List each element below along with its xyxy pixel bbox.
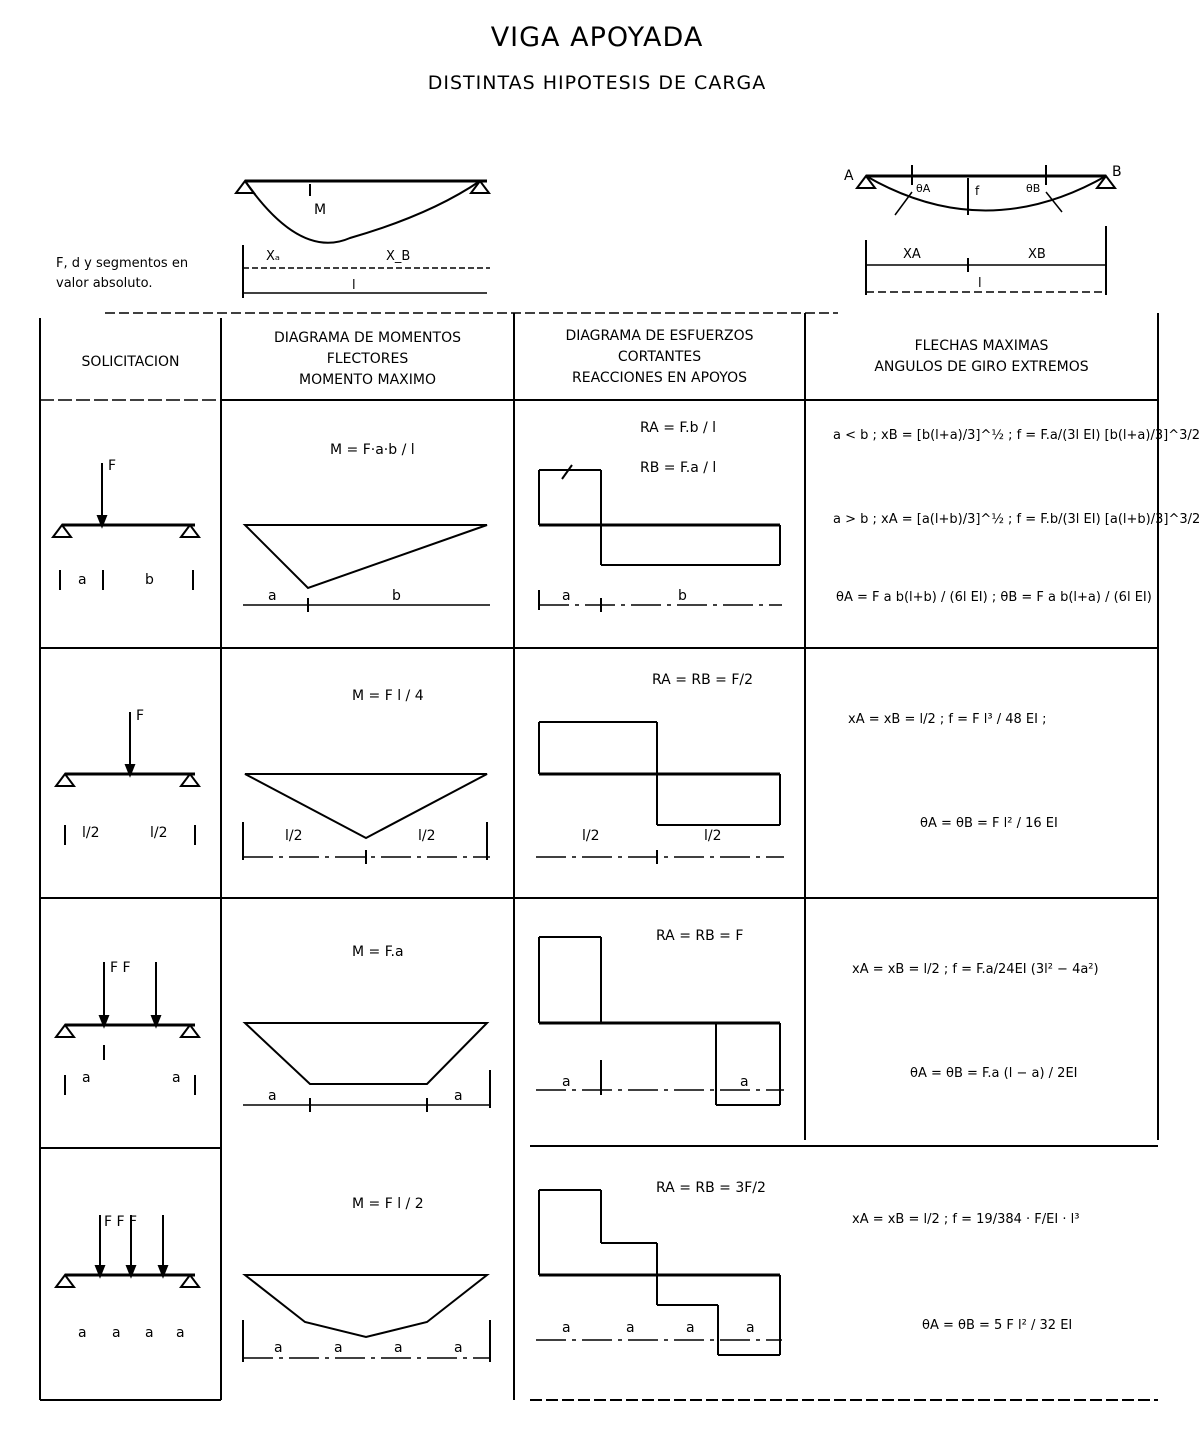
row-2-shear-dim-left: l/2 [582,828,600,844]
row-4-dim-3: a [145,1325,154,1341]
row-3-load-label: F F [110,960,131,976]
row-1-deflection-1: a < b ; xB = [b(l+a)/3]^½ ; f = F.a/(3l EI) [b(l+a)/3]^3/2 [833,428,1200,443]
header-cortantes-line-2: CORTANTES [617,349,702,365]
xa-label: Xₐ [266,249,280,264]
header-flechas-line-2: ANGULOS DE GIRO EXTREMOS [874,359,1089,375]
row-3-deflection-2: θA = θB = F.a (l − a) / 2EI [910,1066,1078,1081]
header-momentos-line-3: MOMENTO MAXIMO [299,372,436,388]
row-1-deflection-2: a > b ; xA = [a(l+b)/3]^½ ; f = F.b/(3l EI) [a(l+b)/3]^3/2 [833,512,1200,527]
header-flechas-line-1: FLECHAS MAXIMAS [914,338,1049,354]
top-right-beam-diagram [844,164,1122,295]
row-2-moment-dim-left: l/2 [285,828,303,844]
row-4-shear-dim-1: a [562,1320,571,1336]
moment-label: M [314,202,327,218]
row-1-moment-dim-b: b [392,588,401,604]
xb-right-label: XB [1028,247,1046,262]
row-4-diagrams [56,1190,782,1362]
row-3-deflection-1: xA = xB = l/2 ; f = F.a/24EI (3l² − 4a²) [852,962,1099,977]
row-4-dim-2: a [112,1325,121,1341]
row-1-reaction-a: RA = F.b / l [640,420,717,436]
row-4-moment-dim-1: a [274,1340,283,1356]
header-flechas [805,336,1158,378]
row-4-deflection-2: θA = θB = 5 F l² / 32 EI [922,1318,1073,1333]
row-1-shear-dim-a: a [562,588,571,604]
row-3-dim-right: a [172,1070,181,1086]
row-1-dim-a: a [78,572,87,588]
row-1-shear-dim-b: b [678,588,687,604]
row-4-shear-dim-4: a [746,1320,755,1336]
row-2-deflection-2: θA = θB = F l² / 16 EI [920,816,1058,831]
page-subtitle: DISTINTAS HIPOTESIS DE CARGA [427,72,767,94]
row-4-deflection-1: xA = xB = l/2 ; f = 19/384 · F/EI · l³ [852,1212,1080,1227]
row-4-reactions: RA = RB = 3F/2 [656,1180,766,1196]
row-3-shear-dim-right: a [740,1074,749,1090]
row-1-moment-dim-a: a [268,588,277,604]
note-line-1: F, d y segmentos en [56,256,189,271]
row-2-dim-right: l/2 [150,825,168,841]
row-1-dim-b: b [145,572,154,588]
row-4-shear-dim-2: a [626,1320,635,1336]
note-line-2: valor absoluto. [56,276,153,291]
row-2-moment-dim-right: l/2 [418,828,436,844]
row-2-moment-formula: M = F l / 4 [352,688,424,704]
row-4-moment-dim-3: a [394,1340,403,1356]
row-2-reactions: RA = RB = F/2 [652,672,754,688]
header-cortantes-line-3: REACCIONES EN APOYOS [572,370,747,386]
row-4-dim-4: a [176,1325,185,1341]
row-3-moment-dim-left: a [268,1088,277,1104]
row-1-load-label: F [108,458,117,474]
row-4-load-label: F F F [104,1214,138,1230]
row-3-moment-dim-right: a [454,1088,463,1104]
row-3-diagrams [56,937,784,1112]
xa-right-label: XA [903,247,921,262]
theta-b-label: θB [1026,182,1041,195]
row-1-moment-formula: M = F·a·b / l [330,442,415,458]
page-title: VIGA APOYADA [490,22,704,53]
row-3-shear-dim-left: a [562,1074,571,1090]
row-4-moment-formula: M = F l / 2 [352,1196,424,1212]
row-3-reactions: RA = RB = F [656,928,744,944]
row-2-dim-left: l/2 [82,825,100,841]
support-a-label: A [844,168,854,184]
span-label: l [352,278,356,293]
header-momentos-line-1: DIAGRAMA DE MOMENTOS [274,330,461,346]
theta-a-label: θA [916,182,931,195]
deflection-f-label: f [975,184,980,198]
row-2-load-label: F [136,708,145,724]
row-1-diagrams [53,463,782,612]
row-4-shear-dim-3: a [686,1320,695,1336]
xb-label: X_B [386,249,411,264]
span-right-label: l [978,276,982,291]
row-4-moment-dim-2: a [334,1340,343,1356]
row-3-moment-formula: M = F.a [352,944,404,960]
header-momentos-line-2: FLECTORES [326,351,409,367]
header-solicitacion: SOLICITACION [81,354,180,370]
row-1-deflection-3: θA = F a b(l+b) / (6l EI) ; θB = F a b(l+a) / (6l EI) [836,590,1152,605]
row-4-dim-1: a [78,1325,87,1341]
row-1-reaction-b: RB = F.a / l [640,460,717,476]
top-left-beam-diagram [236,181,490,298]
support-b-label: B [1112,164,1122,180]
row-4-moment-dim-4: a [454,1340,463,1356]
row-3-dim-left: a [82,1070,91,1086]
header-cortantes-line-1: DIAGRAMA DE ESFUERZOS [565,328,754,344]
header-momentos [221,328,514,391]
row-2-shear-dim-right: l/2 [704,828,722,844]
row-2-deflection-1: xA = xB = l/2 ; f = F l³ / 48 EI ; [848,712,1047,727]
header-cortantes [514,326,805,389]
